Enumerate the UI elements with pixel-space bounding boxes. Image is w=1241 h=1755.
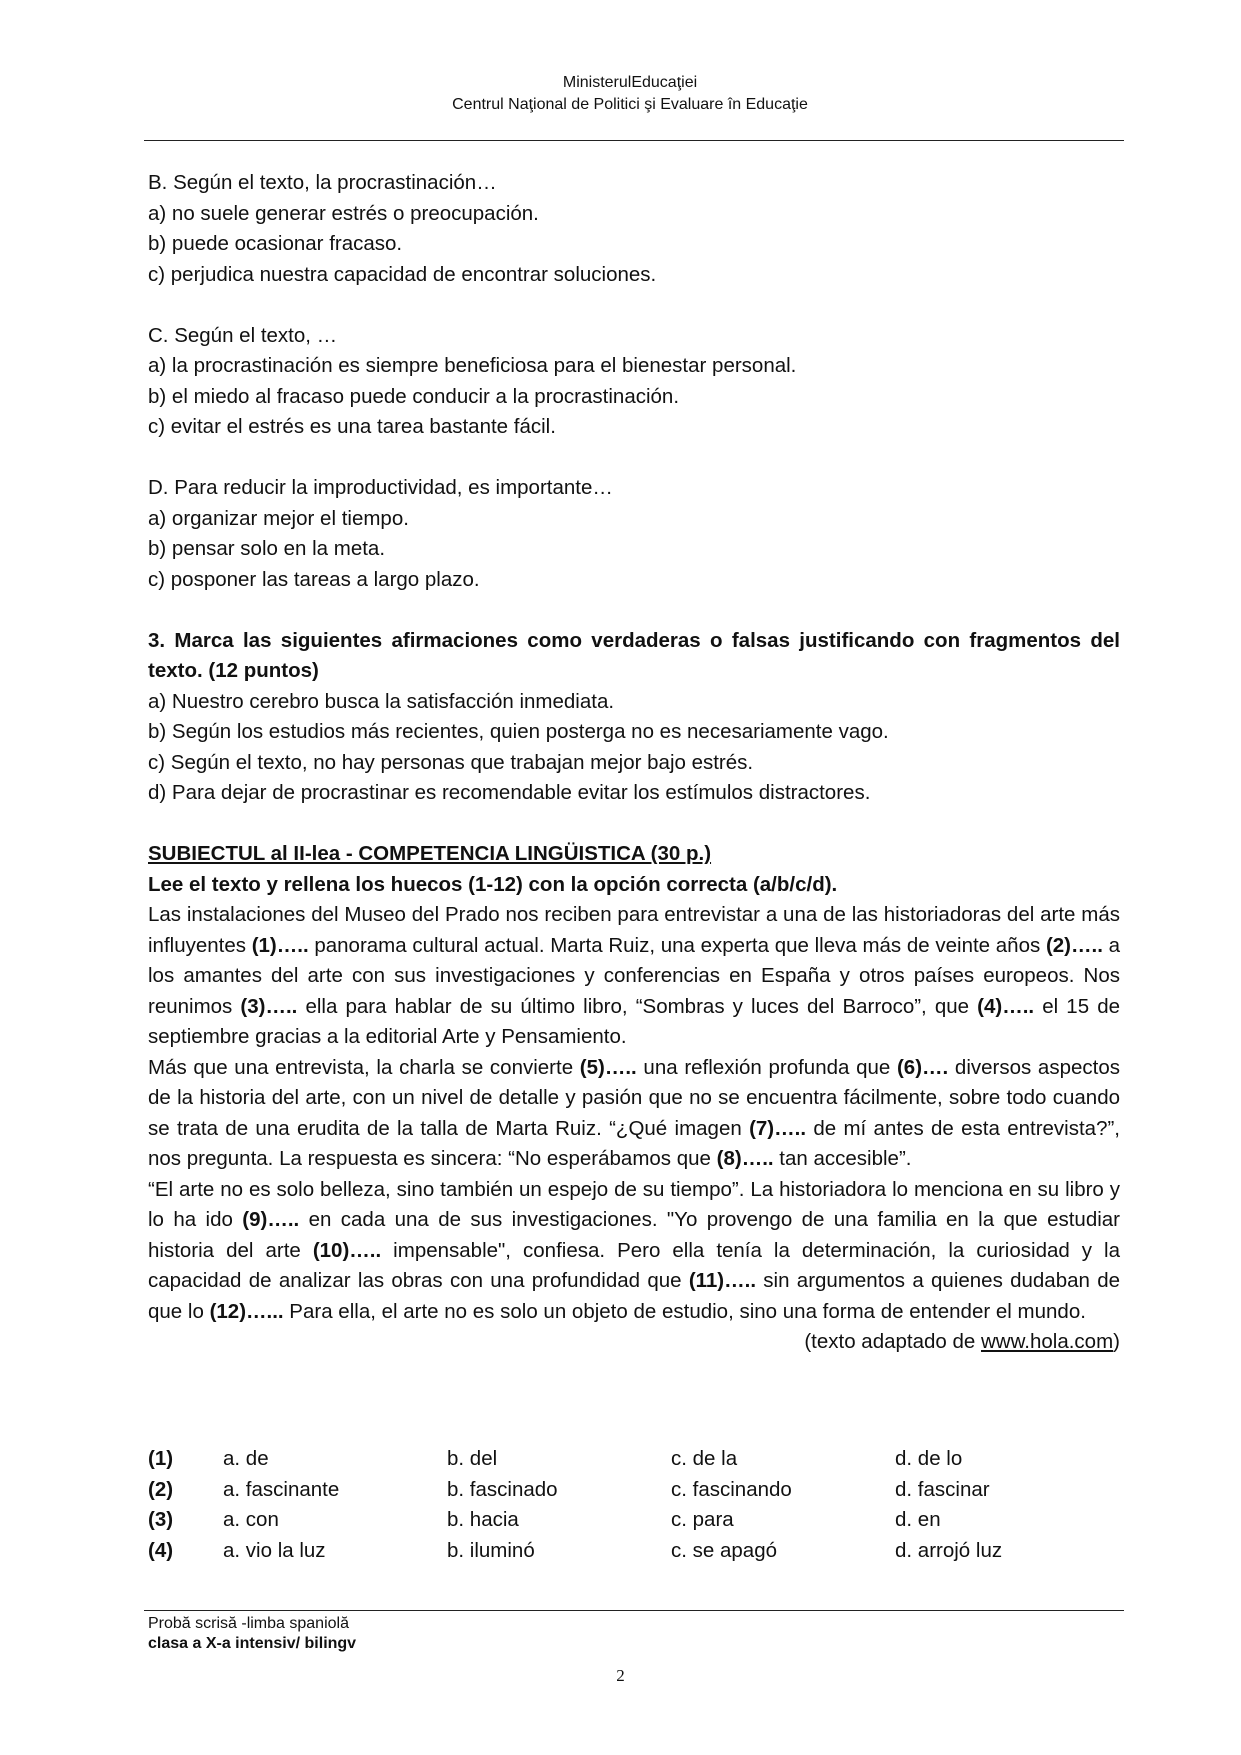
subject-2-instruction: Lee el texto y rellena los huecos (1-12) con la opción correcta (a/b/c/d). — [148, 872, 838, 896]
footer-exam: Probă scrisă -limba spaniolă — [148, 1615, 349, 1632]
answer-options — [148, 1444, 1120, 1566]
question-d-option-b: b) pensar solo en la meta. — [148, 537, 386, 560]
question-b-stem: B. Según el texto, la procrastinación… — [148, 171, 497, 194]
question-b-option-b: b) puede ocasionar fracaso. — [148, 232, 403, 255]
option-row — [148, 1505, 1120, 1536]
gap-3: (3)….. — [240, 994, 298, 1018]
question-c-option-c: c) evitar el estrés es una tarea bastante fácil. — [148, 415, 556, 438]
option-c: c. se apagó — [671, 1538, 777, 1562]
page-footer — [148, 1614, 356, 1654]
footer-class: clasa a X-a intensiv/ bilingv — [148, 1635, 357, 1652]
header-center: Centrul Naţional de Politici şi Evaluare în Educaţie — [452, 96, 808, 113]
option-number: (3) — [148, 1508, 174, 1531]
option-a: a. vio la luz — [223, 1538, 326, 1562]
subject-2-heading: SUBIECTUL al II-lea - COMPETENCIA LINGÜISTICA (30 p.) — [148, 842, 712, 865]
option-b: b. hacia — [447, 1508, 519, 1531]
header-divider — [144, 140, 1124, 141]
option-row — [148, 1475, 1120, 1506]
gap-11: (11)….. — [688, 1269, 757, 1292]
question-b-option-a: a) no suele generar estrés o preocupación. — [148, 201, 539, 225]
question-d-option-c: c) posponer las tareas a largo plazo. — [148, 567, 480, 591]
question-c-option-a: a) la procrastinación es siempre beneficiosa para el bienestar personal. — [148, 354, 797, 377]
option-d: d. de lo — [895, 1447, 963, 1470]
exercise-3-title: 3. Marca las siguientes afirmaciones como verdaderas o falsas justificando con fragmentos del texto. (12 puntos) — [148, 628, 1120, 682]
option-b: b. iluminó — [447, 1538, 535, 1562]
text-source: (texto adaptado de www.hola.com) — [804, 1330, 1120, 1353]
option-number: (1) — [148, 1447, 174, 1470]
header-ministry: MinisterulEducaţiei — [562, 74, 698, 91]
question-c — [148, 321, 1120, 443]
question-b-option-c: c) perjudica nuestra capacidad de encontrar soluciones. — [148, 262, 657, 286]
footer-divider — [144, 1610, 1124, 1611]
page-number: 2 — [616, 1666, 625, 1685]
option-c: c. para — [671, 1508, 734, 1531]
option-d: d. en — [895, 1508, 941, 1531]
question-c-option-b: b) el miedo al fracaso puede conducir a la procrastinación. — [148, 384, 680, 408]
option-row — [148, 1444, 1120, 1475]
exercise-3-statement-b: b) Según los estudios más recientes, quien posterga no es necesariamente vago. — [148, 720, 889, 743]
question-d-option-a: a) organizar mejor el tiempo. — [148, 506, 409, 530]
question-b — [148, 168, 1120, 290]
gap-7: (7)….. — [749, 1116, 807, 1140]
option-a: a. fascinante — [223, 1477, 340, 1501]
gap-8: (8)….. — [716, 1147, 774, 1170]
text-paragraph-3: “El arte no es solo belleza, sino también un espejo de su tiempo”. La historiadora lo menciona en su libro y lo ha ido (9)….. en cada una de sus investigaciones. "Yo provengo de una familia en la que estudiar historia del arte (10)….. impensable", confiesa. Pero ella tenía la determinación, la curiosidad y la capacidad de analizar las obras con una profundidad que (11)….. sin argumentos a quienes dudaban de que lo (12)…... Para ella, el arte no es solo un objeto de estudio, sino una forma de entender el mundo. — [148, 1177, 1121, 1323]
question-d — [148, 473, 1120, 595]
option-d: d. fascinar — [895, 1477, 990, 1501]
option-number: (2) — [148, 1477, 174, 1501]
gap-1: (1)….. — [251, 933, 309, 957]
gap-9: (9)….. — [242, 1208, 300, 1231]
exercise-3 — [148, 626, 1120, 809]
page-header — [140, 72, 1120, 116]
option-c: c. fascinando — [671, 1477, 792, 1501]
option-b: b. del — [447, 1447, 498, 1470]
exercise-3-statement-a: a) Nuestro cerebro busca la satisfacción inmediata. — [148, 689, 615, 713]
option-number: (4) — [148, 1538, 174, 1562]
gap-10: (10)….. — [312, 1238, 382, 1262]
gap-12: (12)…... — [209, 1299, 284, 1323]
gap-4: (4)….. — [977, 994, 1035, 1018]
source-link[interactable]: www.hola.com — [981, 1330, 1114, 1353]
gap-5: (5)….. — [579, 1055, 637, 1079]
option-c: c. de la — [671, 1447, 738, 1470]
gap-6: (6)…. — [896, 1055, 949, 1079]
option-d: d. arrojó luz — [895, 1538, 1003, 1562]
text-paragraph-2: Más que una entrevista, la charla se convierte (5)….. una reflexión profunda que (6)…. diversos aspectos de la historia del arte, con un nivel de detalle y pasión que no se encuentra fácilmente, sobre todo cuando se trata de una erudita de la talla de Marta Ruiz. “¿Qué imagen (7)….. de mí antes de esta entrevista?”, nos pregunta. La respuesta es sincera: “No esperábamos que (8)….. tan accesible”. — [148, 1055, 1120, 1170]
question-c-stem: C. Según el texto, … — [148, 323, 338, 347]
gap-2: (2)….. — [1045, 933, 1103, 957]
option-b: b. fascinado — [447, 1477, 558, 1501]
main-content — [148, 168, 1120, 1358]
option-a: a. con — [223, 1508, 279, 1531]
option-a: a. de — [223, 1447, 269, 1470]
question-d-stem: D. Para reducir la improductividad, es importante… — [148, 476, 613, 499]
text-paragraph-1: Las instalaciones del Museo del Prado nos reciben para entrevistar a una de las historiadoras del arte más influyentes (1)….. panorama cultural actual. Marta Ruiz, una experta que lleva más de veinte años (2)….. a los amantes del arte con sus investigaciones y conferencias en España y otros países europeos. Nos reunimos (3)….. ella para hablar de su último libro, “Sombras y luces del Barroco”, que (4)….. el 15 de septiembre gracias a la editorial Arte y Pensamiento. — [148, 903, 1120, 1048]
exercise-3-statement-c: c) Según el texto, no hay personas que trabajan mejor bajo estrés. — [148, 750, 754, 774]
option-row — [148, 1536, 1120, 1567]
subject-2 — [148, 839, 1120, 1358]
exercise-3-statement-d: d) Para dejar de procrastinar es recomendable evitar los estímulos distractores. — [148, 781, 871, 804]
